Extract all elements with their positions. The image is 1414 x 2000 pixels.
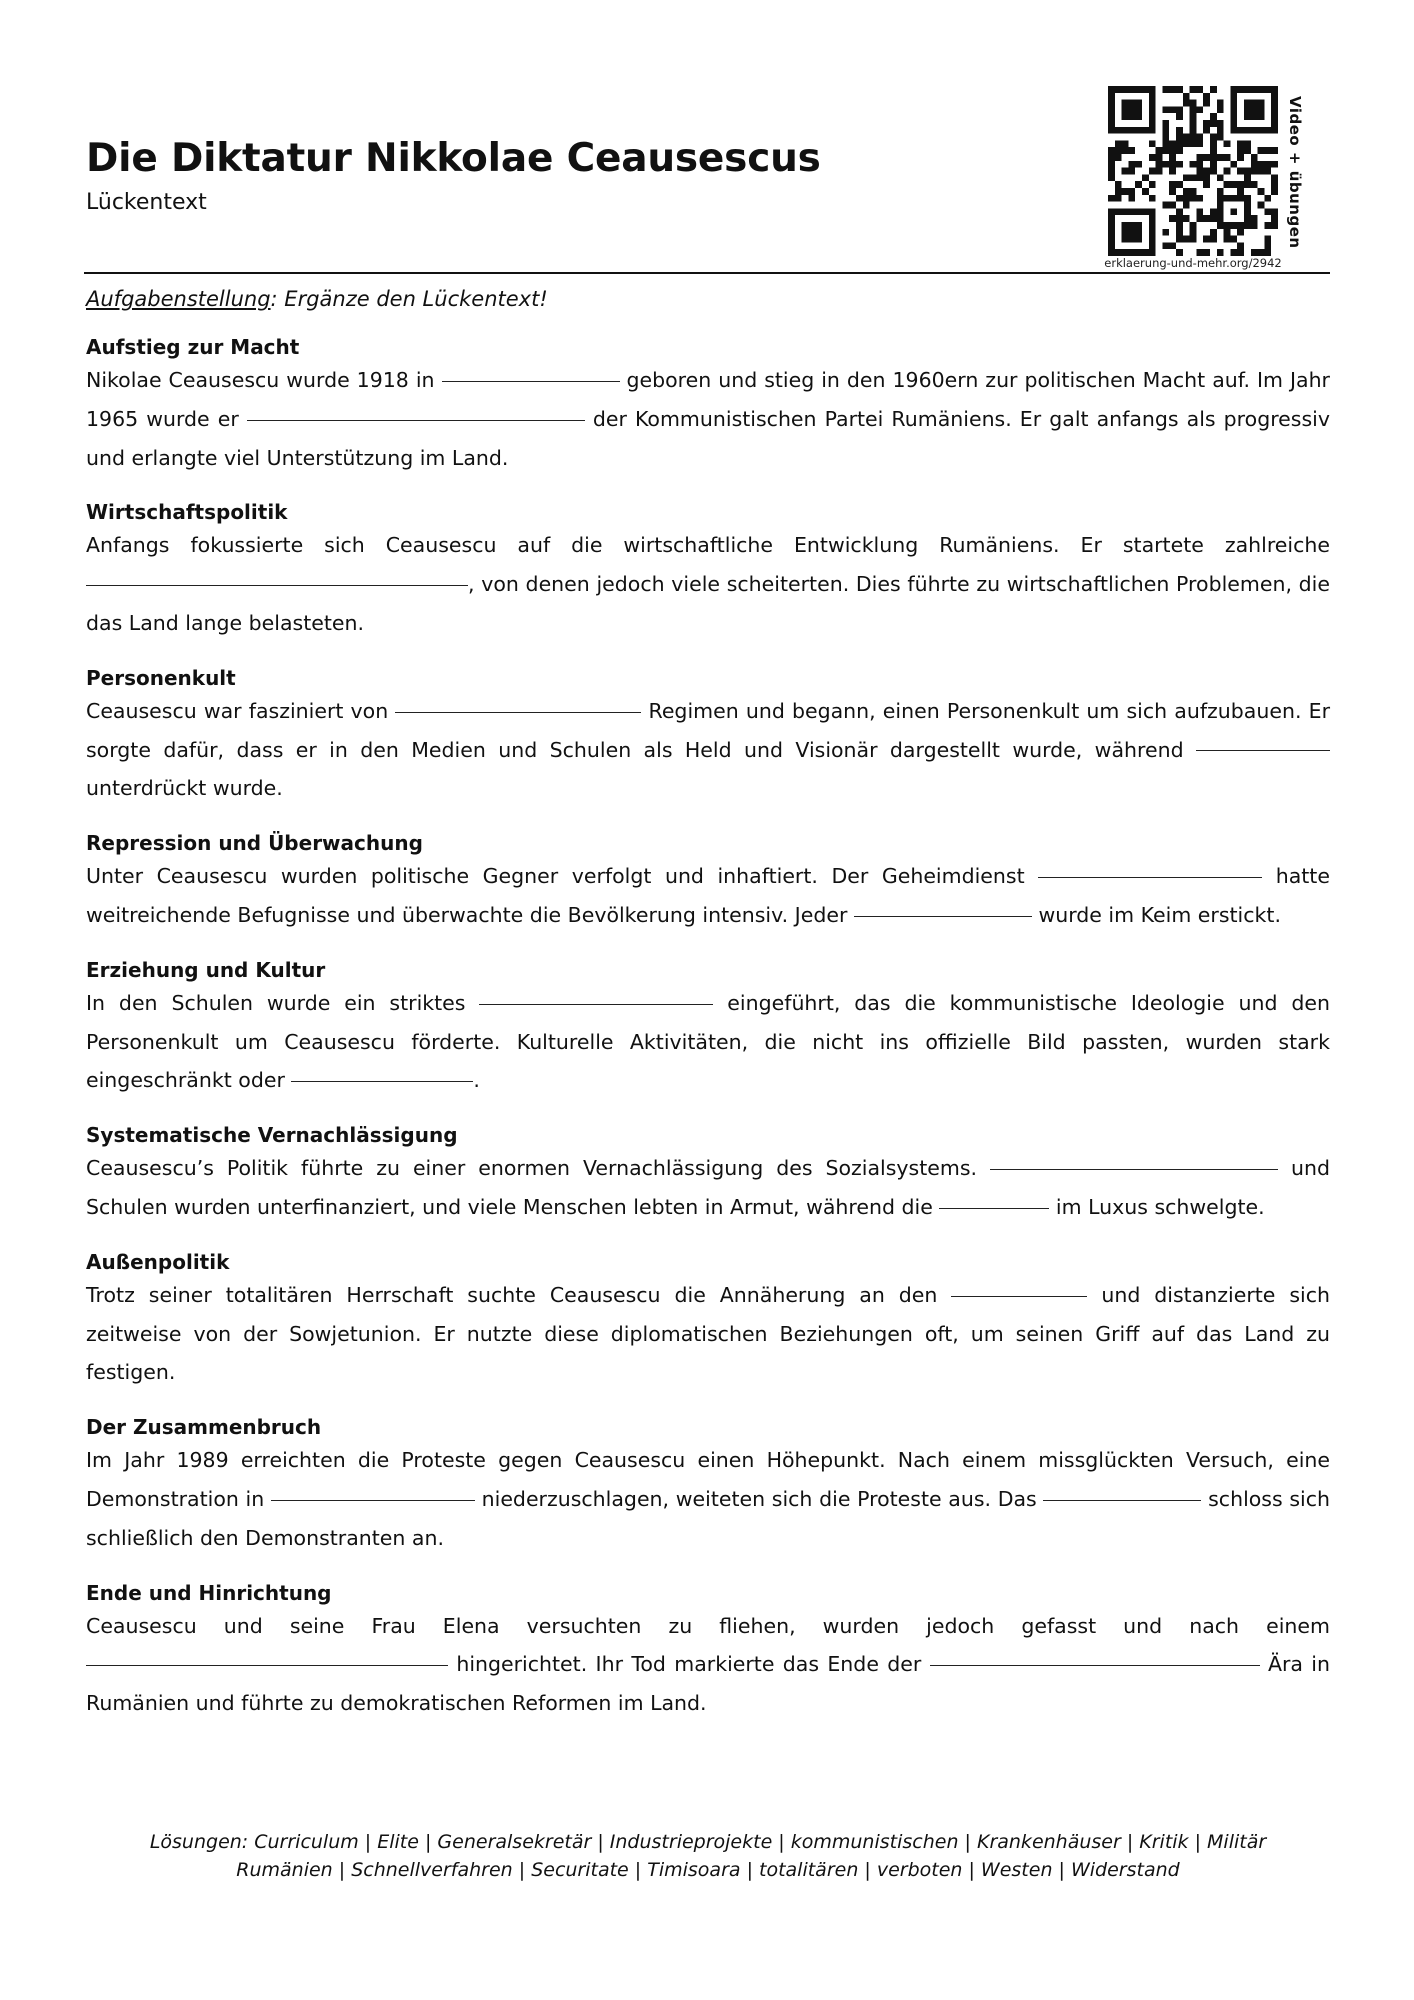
section-paragraph: Ceausescu und seine Frau Elena versuchten zu fliehen, wurden jedoch gefasst und nach einem hingerichtet. Ihr Tod markierte das Ende der Ära in Rumänien und führte zu demokratischen Reformen im Land.	[86, 1613, 1330, 1716]
section-erziehung	[86, 956, 1330, 1100]
blank-field[interactable]	[854, 915, 1032, 917]
section-personenkult	[86, 664, 1330, 808]
section-paragraph: In den Schulen wurde ein striktes eingeführt, das die kommunistische Ideologie und den Personenkult um Ceausescu förderte. Kulturelle Aktivitäten, die nicht ins offizielle Bild passten, wurden stark eingeschränkt oder .	[86, 990, 1330, 1093]
blank-field[interactable]	[291, 1080, 473, 1082]
section-paragraph: Im Jahr 1989 erreichten die Proteste gegen Ceausescu einen Höhepunkt. Nach einem missglückten Versuch, eine Demonstration in niederzuschlagen, weiteten sich die Proteste aus. Das schloss sich schließlich den Demonstranten an.	[86, 1448, 1330, 1550]
section-heading: Außenpolitik	[86, 1249, 230, 1274]
task-label: Aufgabenstellung	[86, 287, 271, 311]
section-paragraph: Unter Ceausescu wurden politische Gegner verfolgt und inhaftiert. Der Geheimdienst hatte weitreichende Befugnisse und überwachte die Bevölkerung intensiv. Jeder wurde im Keim erstickt.	[86, 864, 1330, 927]
section-paragraph: Nikolae Ceausescu wurde 1918 in geboren und stieg in den 1960ern zur politischen Macht auf. Im Jahr 1965 wurde er der Kommunistischen Partei Rumäniens. Er galt anfangs als progressiv und erlangte viel Unterstützung im Land.	[86, 368, 1330, 470]
blank-field[interactable]	[86, 1664, 448, 1666]
blank-field[interactable]	[939, 1207, 1049, 1209]
blank-field[interactable]	[86, 584, 468, 586]
qr-code-icon	[1108, 86, 1278, 256]
section-vernachlaessigung	[86, 1121, 1330, 1227]
task-instruction	[86, 287, 548, 311]
page-title: Die Diktatur Nikkolae Ceausescus	[86, 136, 821, 181]
blank-field[interactable]	[1038, 876, 1262, 878]
section-zusammenbruch	[86, 1413, 1330, 1557]
header-divider	[84, 272, 1330, 274]
blank-field[interactable]	[479, 1003, 713, 1005]
section-paragraph: Anfangs fokussierte sich Ceausescu auf die wirtschaftliche Entwicklung Rumäniens. Er startete zahlreiche , von denen jedoch viele scheiterten. Dies führte zu wirtschaftlichen Problemen, die das Land lange belasteten.	[86, 533, 1330, 635]
section-heading: Erziehung und Kultur	[86, 957, 326, 982]
section-heading: Aufstieg zur Macht	[86, 335, 300, 359]
qr-url: erklaerung-und-mehr.org/2942	[1104, 256, 1282, 270]
section-wirtschaft	[86, 498, 1330, 642]
section-heading: Wirtschaftspolitik	[86, 500, 288, 525]
solutions-line: Lösungen: Curriculum | Elite | Generalsekretär | Industrieprojekte | kommunistischen | Krankenhäuser | Kritik | Militär	[149, 1831, 1267, 1853]
solutions-list	[86, 1828, 1330, 1884]
task-text: : Ergänze den Lückentext!	[270, 287, 548, 311]
blank-field[interactable]	[1043, 1499, 1201, 1501]
section-heading: Personenkult	[86, 665, 236, 690]
section-paragraph: Ceausescu’s Politik führte zu einer enormen Vernachlässigung des Sozialsystems. und Schulen wurden unterfinanziert, und viele Menschen lebten in Armut, während die im Luxus schwelgte.	[86, 1156, 1330, 1219]
section-ende	[86, 1579, 1330, 1723]
blank-field[interactable]	[395, 711, 641, 713]
video-exercises-label: Video + übungen	[1286, 96, 1304, 249]
page-subtitle: Lückentext	[86, 190, 207, 215]
section-paragraph: Trotz seiner totalitären Herrschaft suchte Ceausescu die Annäherung an den und distanzierte sich zeitweise von der Sowjetunion. Er nutzte diese diplomatischen Beziehungen oft, um seinen Griff auf das Land zu festigen.	[86, 1282, 1330, 1385]
blank-field[interactable]	[930, 1664, 1260, 1666]
qr-code-block	[1104, 86, 1282, 270]
section-aussenpolitik	[86, 1248, 1330, 1392]
section-heading: Der Zusammenbruch	[86, 1415, 322, 1440]
section-aufstieg	[86, 333, 1330, 477]
blank-field[interactable]	[442, 380, 620, 382]
section-heading: Repression und Überwachung	[86, 831, 423, 856]
blank-field[interactable]	[951, 1295, 1087, 1297]
blank-field[interactable]	[271, 1499, 475, 1501]
cloze-text	[86, 333, 1330, 1744]
section-paragraph: Ceausescu war fasziniert von Regimen und begann, einen Personenkult um sich aufzubauen. Er sorgte dafür, dass er in den Medien und Schulen als Held und Visionär dargestellt wurde, während unterdrückt wurde.	[86, 698, 1330, 801]
solutions-line: Rumänien | Schnellverfahren | Securitate | Timisoara | totalitären | verboten | Westen | Widerstand	[236, 1859, 1180, 1881]
blank-field[interactable]	[1196, 749, 1330, 751]
section-heading: Ende und Hinrichtung	[86, 1580, 332, 1605]
blank-field[interactable]	[247, 419, 585, 421]
blank-field[interactable]	[990, 1168, 1278, 1170]
section-heading: Systematische Vernachlässigung	[86, 1123, 458, 1148]
section-repression	[86, 829, 1330, 935]
